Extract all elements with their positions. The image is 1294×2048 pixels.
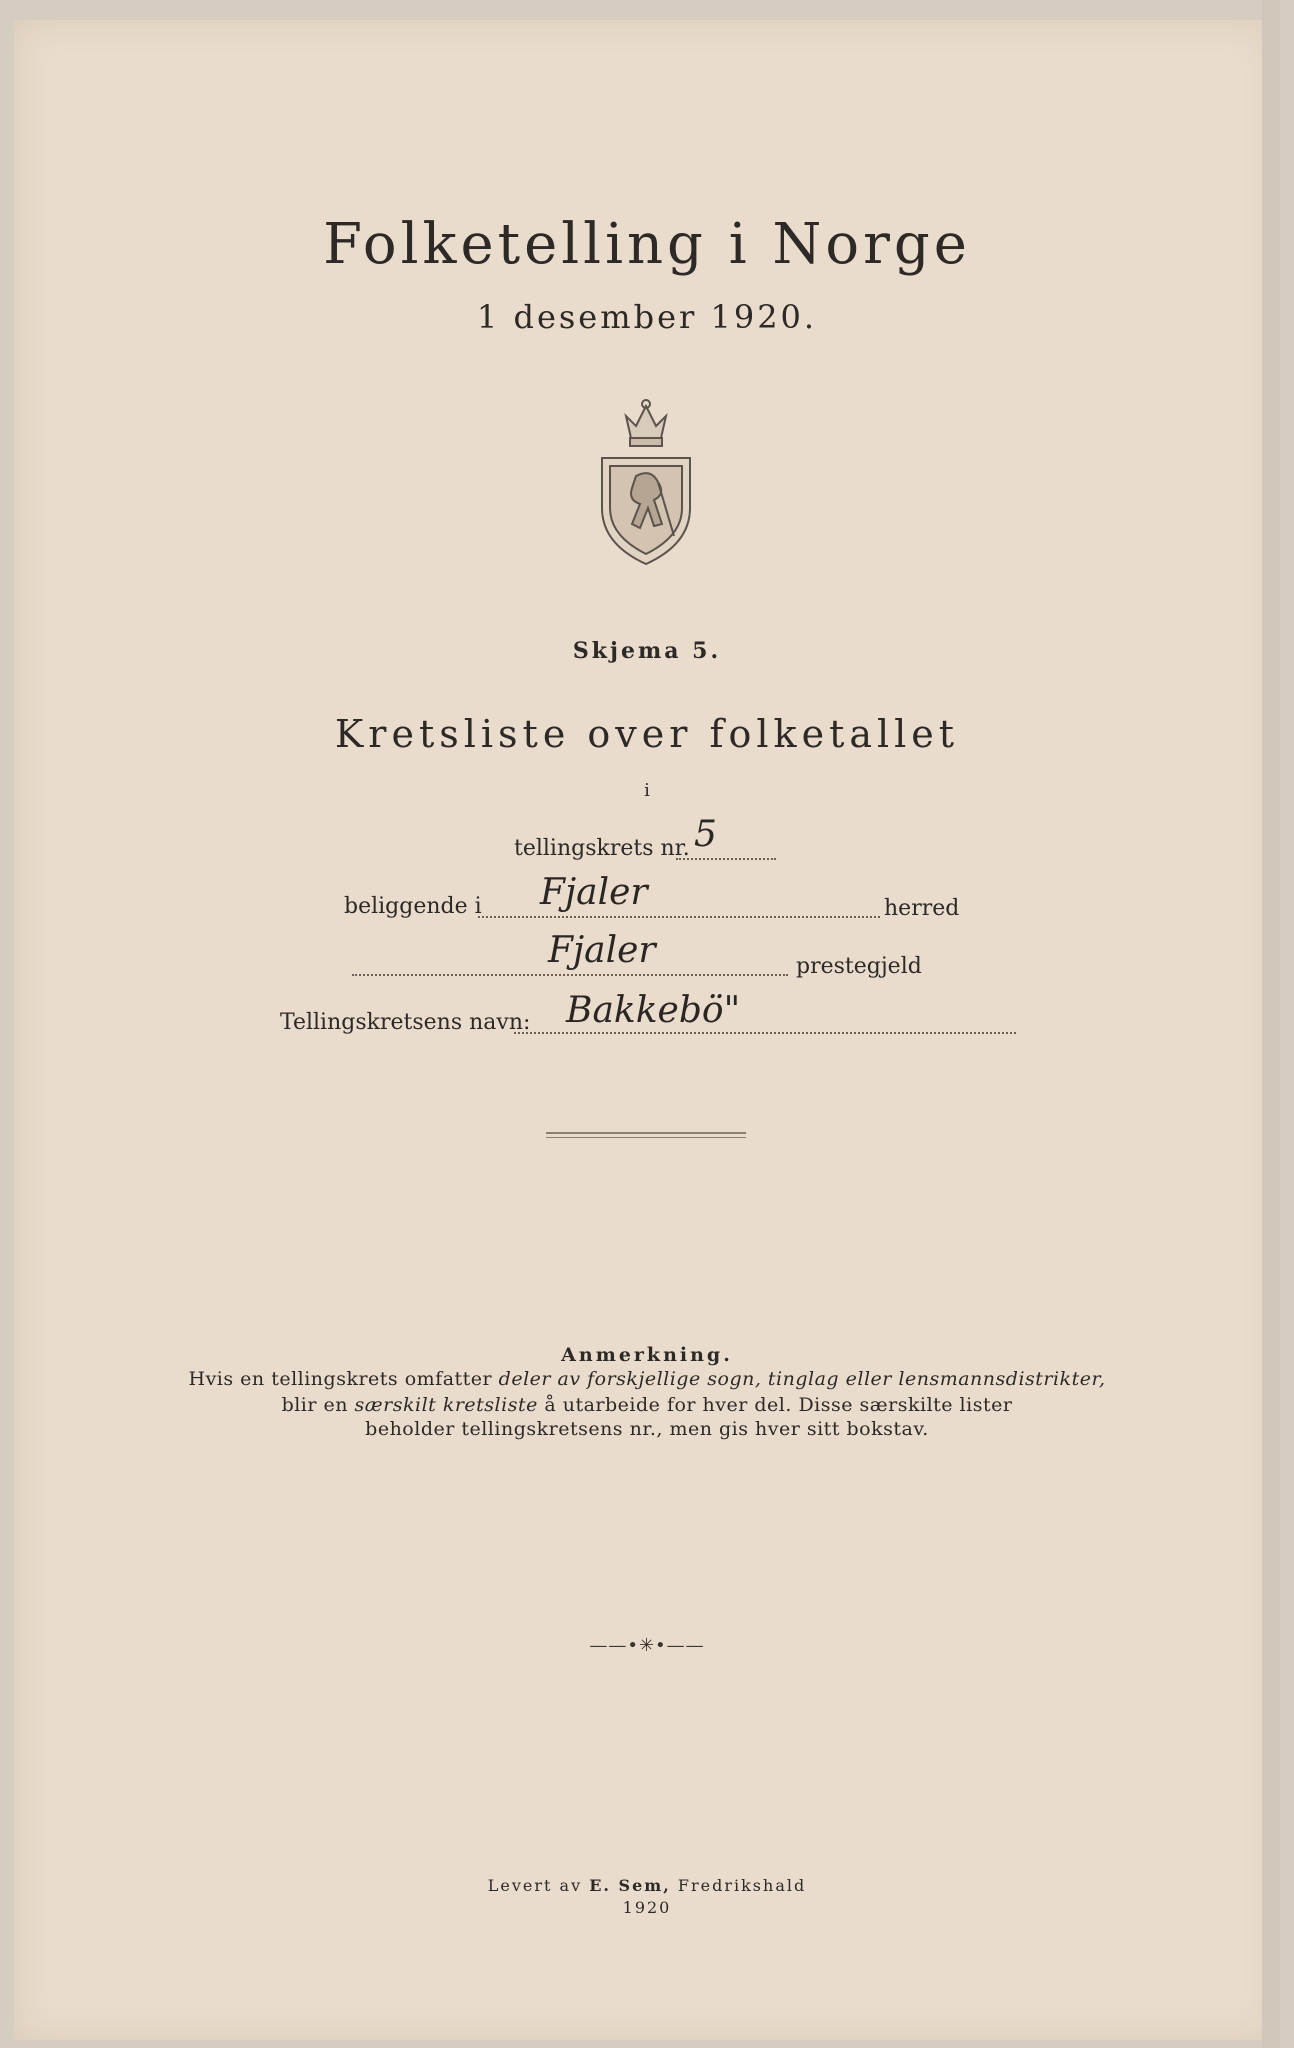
preposition: i (644, 780, 650, 801)
printer-place: Fredrikshald (670, 1876, 807, 1895)
list-heading: Kretsliste over folketallet (334, 712, 960, 756)
printer-credit (0, 1876, 1294, 1895)
herred-line (478, 916, 880, 918)
printer-text: Levert av (487, 1876, 590, 1895)
note-emphasis: deler av forskjellige sogn, tinglag eller lensmannsdistrikter, (498, 1368, 1106, 1390)
navn-line (514, 1032, 1016, 1034)
divider (546, 1137, 746, 1138)
document-title: Folketelling i Norge (323, 212, 971, 277)
note-text: Hvis en tellingskrets omfatter (188, 1368, 499, 1390)
herred-label: herred (884, 896, 960, 921)
note-line-3: beholder tellingskretsens nr., men gis hver sitt bokstav. (365, 1418, 929, 1440)
note-line-2 (0, 1394, 1294, 1416)
note-text: blir en (281, 1394, 355, 1416)
krets-line (676, 858, 776, 860)
note-line-1 (0, 1368, 1294, 1390)
krets-value: 5 (694, 814, 717, 855)
printer-year: 1920 (622, 1898, 672, 1917)
coat-of-arms-icon (596, 396, 696, 566)
navn-value: Bakkebö" (566, 990, 741, 1031)
census-date: 1 desember 1920. (476, 298, 818, 336)
navn-label: Tellingskretsens navn: (280, 1010, 531, 1035)
prestegjeld-value: Fjaler (548, 930, 656, 971)
note-text: å utarbeide for hver del. Disse særskilte lister (537, 1394, 1013, 1416)
divider (546, 1132, 746, 1134)
beliggende-label: beliggende i (344, 894, 482, 919)
prestegjeld-line (352, 974, 788, 976)
prestegjeld-label: prestegjeld (796, 954, 922, 979)
schema-number: Skjema 5. (572, 638, 722, 664)
krets-label: tellingskrets nr. (514, 836, 690, 861)
note-title: Anmerkning. (561, 1344, 733, 1366)
note-emphasis: særskilt kretsliste (354, 1394, 538, 1416)
herred-value: Fjaler (540, 872, 648, 913)
printer-name: E. Sem, (589, 1876, 671, 1895)
ornament: ——•✳•—— (589, 1635, 705, 1656)
